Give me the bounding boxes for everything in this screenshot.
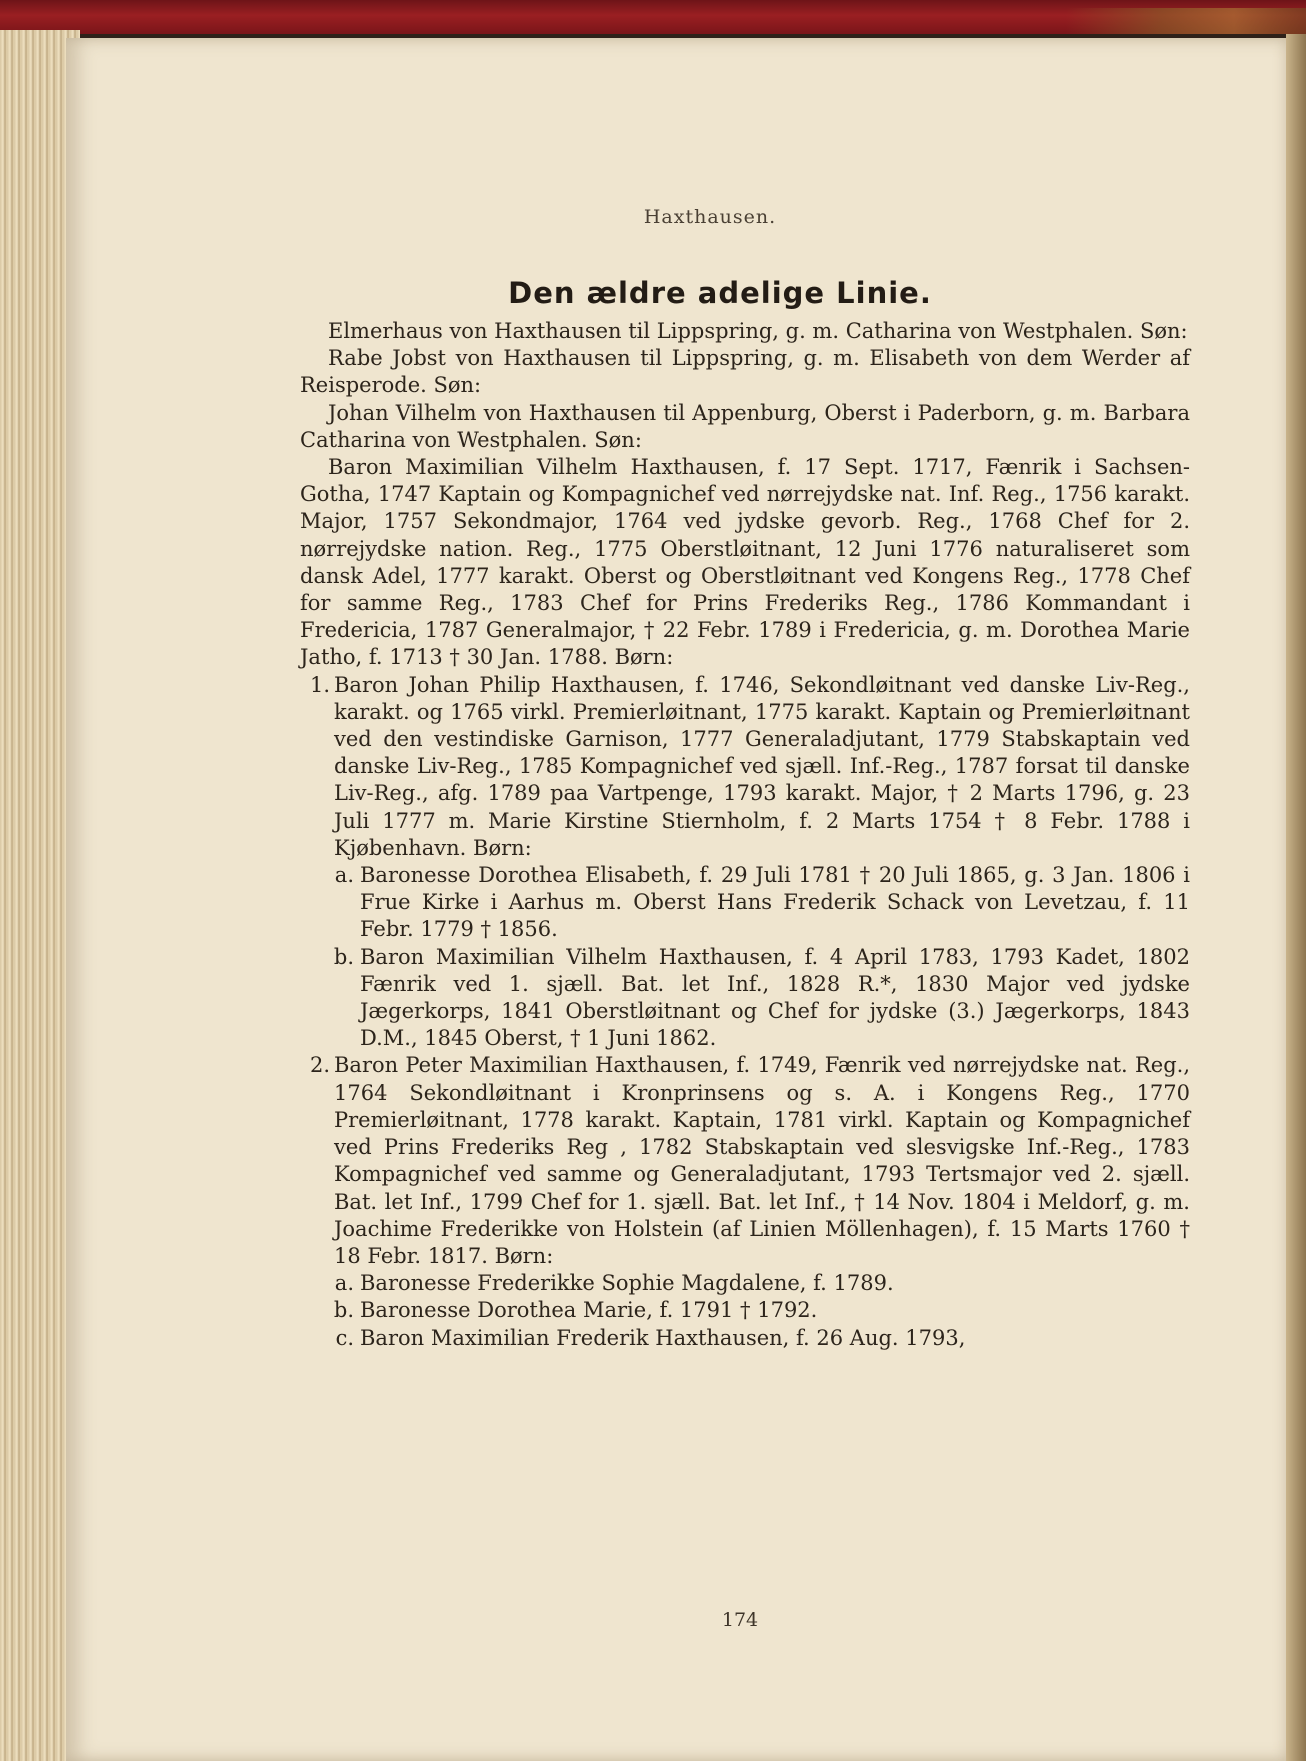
grandchild-entry	[300, 1297, 1190, 1324]
entry-text: Baron Maximilian Vilhelm Haxthausen, f. 4 April 1783, 1793 Kadet, 1802 Fænrik ved 1. sjæll. Bat. let Inf., 1828 R.*, 1830 Major ved jydske Jægerkorps, 1841 Oberstløitnant og Chef for jydske (3.) Jægerkorps, 1843 D.M., 1845 Oberst, † 1 Juni 1862.	[360, 944, 1190, 1051]
paragraph: Johan Vilhelm von Haxthausen til Appenburg, Oberst i Paderborn, g. m. Barbara Catharina von Westphalen. Søn:	[300, 400, 1190, 452]
entry-text: Baron Peter Maximilian Haxthausen, f. 1749, Fænrik ved nørrejydske nat. Reg., 1764 Sekondløitnant i Kronprinsens og s. A. i Kongens Reg., 1770 Premierløitnant, 1778 karakt. Kaptain, 1781 virkl. Kaptain og Kompagnichef ved Prins Frederiks Reg , 1782 Stabskaptain ved slesvigske Inf.-Reg., 1783 Kompagnichef ved samme og Generaladjutant, 1793 Tertsmajor ved 2. sjæll. Bat. let Inf., 1799 Chef for 1. sjæll. Bat. let Inf., † 14 Nov. 1804 i Meldorf, g. m. Joachime Frederikke von Holstein (af Linien Möllenhagen), f. 15 Marts 1760 † 18 Febr. 1817. Børn:	[334, 1053, 1190, 1268]
entry-letter: a.	[334, 863, 354, 888]
entry-letter: c.	[335, 1325, 354, 1350]
child-entry	[300, 672, 1190, 862]
entry-number: 2.	[309, 1053, 330, 1078]
entry-number: 1.	[309, 672, 330, 697]
entry-text: Baronesse Dorothea Elisabeth, f. 29 Juli 1781 † 20 Juli 1865, g. 3 Jan. 1806 i Frue Kirke i Aarhus m. Oberst Hans Frederik Schack von Levetzau, f. 11 Febr. 1779 † 1856.	[360, 863, 1190, 942]
grandchild-entry	[300, 862, 1190, 944]
entry-text: Baron Johan Philip Haxthausen, f. 1746, Sekondløitnant ved danske Liv-Reg., karakt. og 1765 virkl. Premierløitnant, 1775 karakt. Kaptain og Premierløitnant ved den vestindiske Garnison, 1777 Generaladjutant, 1779 Stabskaptain ved danske Liv-Reg., 1785 Kompagnichef ved sjæll. Inf.-Reg., 1787 forsat til danske Liv-Reg., afg. 1789 paa Vartpenge, 1793 karakt. Major, † 2 Marts 1796, g. 23 Juli 1777 m. Marie Kirstine Stiernholm, f. 2 Marts 1754 † 8 Febr. 1788 i Kjøbenhavn. Børn:	[334, 672, 1190, 860]
page-number: 174	[721, 1609, 759, 1631]
grandchild-entry	[300, 944, 1190, 1053]
entry-letter: b.	[333, 944, 354, 969]
book-cover-edge	[0, 0, 1306, 34]
entry-text: Baron Maximilian Frederik Haxthausen, f. 26 Aug. 1793,	[360, 1325, 966, 1350]
running-head: Haxthausen.	[643, 206, 777, 228]
entry-text: Baronesse Frederikke Sophie Magdalene, f. 1789.	[360, 1271, 894, 1296]
grandchild-entry	[300, 1270, 1190, 1297]
entry-letter: a.	[334, 1271, 354, 1296]
entry-letter: b.	[333, 1298, 354, 1323]
grandchild-entry	[300, 1325, 1190, 1352]
paragraph: Rabe Jobst von Haxthausen til Lippspring, g. m. Elisabeth von dem Werder af Reisperode. Søn:	[300, 346, 1190, 398]
child-entry	[300, 1052, 1190, 1270]
body-text	[300, 318, 1190, 1352]
entry-text: Baronesse Dorothea Marie, f. 1791 † 1792.	[360, 1298, 818, 1323]
page-right-edge	[1286, 34, 1306, 1761]
paragraph: Elmerhaus von Haxthausen til Lippspring, g. m. Catharina von Westphalen. Søn:	[328, 319, 1188, 343]
paragraph: Baron Maximilian Vilhelm Haxthausen, f. 17 Sept. 1717, Fænrik i Sachsen-Gotha, 1747 Kaptain og Kompagnichef ved nørrejydske nat. Inf. Reg., 1756 karakt. Major, 1757 Sekondmajor, 1764 ved jydske gevorb. Reg., 1768 Chef for 2. nørrejydske nation. Reg., 1775 Oberstløitnant, 12 Juni 1776 naturaliseret som dansk Adel, 1777 karakt. Oberst og Oberstløitnant ved Kongens Reg., 1778 Chef for samme Reg., 1783 Chef for Prins Frederiks Reg., 1786 Kommandant i Fredericia, 1787 Generalmajor, † 22 Febr. 1789 i Fredericia, g. m. Dorothea Marie Jatho, f. 1713 † 30 Jan. 1788. Børn:	[300, 455, 1190, 670]
section-title: Den ældre adelige Linie.	[508, 276, 932, 310]
